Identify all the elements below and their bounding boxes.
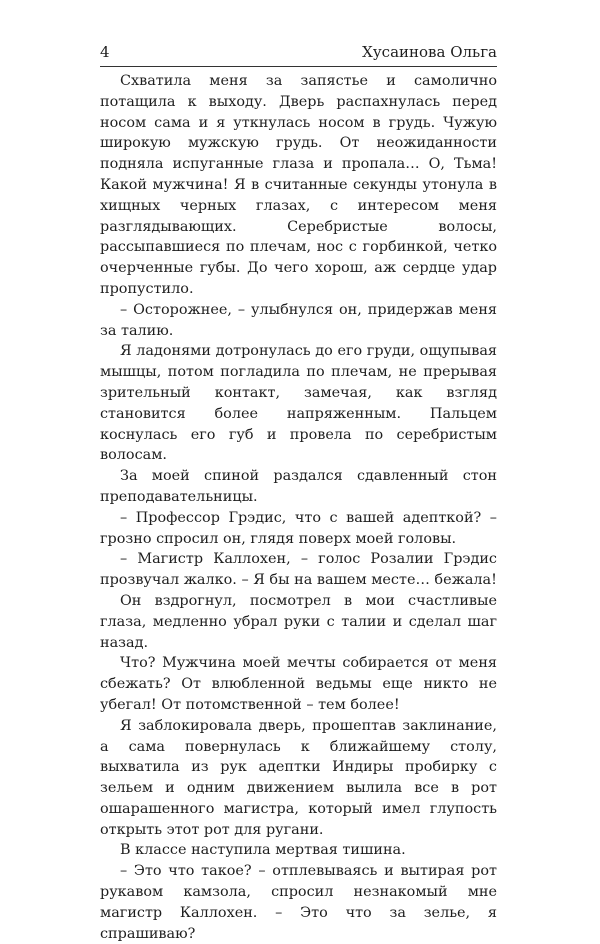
paragraph: – Магистр Каллохен, – голос Розалии Грэдис прозвучал жалко. – Я бы на вашем месте… бежала! <box>100 551 497 589</box>
paragraph: Что? Мужчина моей мечты собирается от меня сбежать? От влюбленной ведьмы еще никто не убегал! От потомственной – тем более! <box>100 655 497 713</box>
body-text <box>100 71 497 944</box>
paragraph: В классе наступила мертвая тишина. <box>120 842 406 859</box>
paragraph: Я заблокировала дверь, прошептав заклинание, а сама повернулась к ближайшему столу, выхватила из рук адептки Индиры пробирку с зельем и одним движением вылила все в рот ошарашенного магистра, который имел глупость открыть этот рот для ругани. <box>100 717 497 838</box>
page-header <box>100 38 497 67</box>
paragraph: Он вздрогнул, посмотрел в мои счастливые глаза, медленно убрал руки с талии и сделал шаг назад. <box>100 592 497 651</box>
page-number: 4 <box>100 43 110 61</box>
paragraph: Схватила меня за запястье и самолично потащила к выходу. Дверь распахнулась перед носом сама и я уткнулась носом в грудь. Чужую широкую мужскую грудь. От неожиданности подняла испуганные глаза и пропала… О, Тьма! Какой мужчина! Я в считанные секунды утонула в хищных черных глазах, с интересом меня разглядывающих. Серебристые волосы, рассыпавшиеся по плечам, нос с горбинкой, четко очерченные губы. До чего хорош, аж сердце удар пропустило. <box>100 73 497 297</box>
paragraph: – Осторожнее, – улыбнулся он, придержав меня за талию. <box>100 301 497 339</box>
paragraph: – Профессор Грэдис, что с вашей адепткой? – грозно спросил он, глядя поверх моей головы. <box>100 509 497 547</box>
running-title: Хусаинова Ольга <box>362 43 497 61</box>
paragraph: За моей спиной раздался сдавленный стон преподавательницы. <box>100 468 497 505</box>
paragraph: Я ладонями дотронулась до его груди, ощупывая мышцы, потом погладила по плечам, не прерывая зрительный контакт, замечая, как взгляд становится более напряженным. Пальцем коснулась его губ и провела по серебристым волосам. <box>100 343 497 464</box>
paragraph: – Это что такое? – отплевываясь и вытирая рот рукавом камзола, спросил незнакомый мне магистр Каллохен. – Это что за зелье, я спрашиваю? <box>100 863 497 942</box>
